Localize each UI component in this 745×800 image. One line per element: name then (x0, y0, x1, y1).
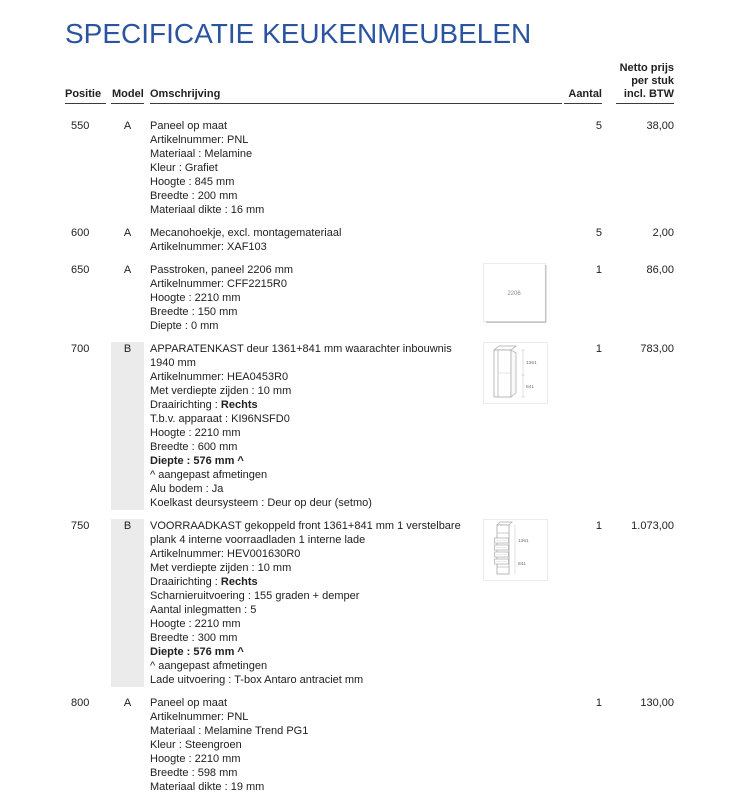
positie-cell: 700 (71, 343, 90, 355)
description (150, 226, 562, 254)
description-line: Hoogte : 845 mm (150, 176, 235, 188)
spec-row (65, 519, 745, 687)
description-line: Artikelnummer: HEA0453R0 (150, 371, 289, 383)
model-col (111, 519, 144, 687)
description-line: Materiaal dikte : 16 mm (150, 204, 265, 216)
description-line: Scharnieruitvoering : 155 graden + demper (150, 590, 360, 602)
description-line: Artikelnummer: CFF2215R0 (150, 278, 287, 290)
model-col (111, 119, 144, 217)
description-line: Artikelnummer: PNL (150, 134, 249, 146)
description-line: Diepte : 0 mm (150, 320, 219, 332)
model-cell: B (123, 343, 132, 355)
dimension-label: 841 (518, 562, 527, 567)
description-line: Passtroken, paneel 2206 mm (150, 264, 294, 276)
header-netto-prijs (616, 62, 674, 104)
price-cell: 2,00 (652, 227, 674, 239)
description-line: Artikelnummer: HEV001630R0 (150, 548, 301, 560)
positie-cell: 800 (71, 697, 90, 709)
description-line: Alu bodem : Ja (150, 483, 224, 495)
qty-cell: 1 (595, 343, 602, 355)
description-line: ^ aangepast afmetingen (150, 469, 268, 481)
qty-cell: 1 (595, 520, 602, 532)
description-line: T.b.v. apparaat : KI96NSFD0 (150, 413, 290, 425)
price-cell: 38,00 (646, 120, 674, 132)
qty-cell: 5 (595, 120, 602, 132)
description-cell (150, 226, 562, 254)
description-line: Materiaal : Melamine Trend PG1 (150, 725, 309, 737)
model-col (111, 342, 144, 510)
price-cell: 1.073,00 (631, 520, 674, 532)
description-cell (150, 519, 562, 687)
description-line: Diepte : 576 mm ^ (150, 646, 244, 658)
qty-cell: 1 (595, 264, 602, 276)
description-line: Lade uitvoering : T-box Antaro antraciet mm (150, 674, 364, 686)
table-header (65, 62, 745, 104)
price-cell: 783,00 (640, 343, 674, 355)
description-line: APPARATENKAST deur 1361+841 mm waarachter inbouwnis (150, 343, 452, 355)
description-line: ^ aangepast afmetingen (150, 660, 268, 672)
description-line: Breedte : 598 mm (150, 767, 238, 779)
description-line: Koelkast deursysteem : Deur op deur (setmo) (150, 497, 372, 509)
description-line: Kleur : Steengroen (150, 739, 242, 751)
positie-cell: 600 (71, 227, 90, 239)
page-title: SPECIFICATIE KEUKENMEUBELEN (65, 18, 532, 49)
dimension-label: 1361 (526, 361, 537, 366)
header-positie: Positie (65, 88, 106, 104)
spec-row (65, 263, 745, 333)
spec-row (65, 342, 745, 510)
description-line: Materiaal : Melamine (150, 148, 253, 160)
description-line: Breedte : 200 mm (150, 190, 238, 202)
model-cell: A (123, 264, 132, 276)
description-line: Met verdiepte zijden : 10 mm (150, 562, 292, 574)
description-line: Paneel op maat (150, 120, 228, 132)
header-omschrijving: Omschrijving (150, 88, 562, 104)
price-cell: 86,00 (646, 264, 674, 276)
dimension-label: 2206 (507, 291, 521, 297)
description-cell (150, 342, 562, 510)
positie-cell: 750 (71, 520, 90, 532)
spec-row (65, 696, 745, 794)
header-model: Model (111, 88, 144, 104)
dimension-label: 841 (526, 385, 535, 390)
dimension-label: 1361 (518, 539, 529, 544)
description (150, 696, 562, 794)
description-line: Mecanohoekje, excl. montagemateriaal (150, 227, 342, 239)
spec-row (65, 119, 745, 217)
model-col (111, 226, 144, 254)
model-col (111, 263, 144, 333)
description-line: Artikelnummer: XAF103 (150, 241, 267, 253)
description-cell (150, 696, 562, 794)
product-thumbnail (483, 342, 548, 404)
positie-cell: 650 (71, 264, 90, 276)
description-line: Paneel op maat (150, 697, 228, 709)
positie-cell: 550 (71, 120, 90, 132)
description-line: Breedte : 600 mm (150, 441, 238, 453)
description-line: plank 4 interne voorraadladen 1 interne lade (150, 534, 366, 546)
header-netto-prijs-line1: Netto prijs (619, 62, 674, 74)
description-line: Breedte : 150 mm (150, 306, 238, 318)
qty-cell: 5 (595, 227, 602, 239)
description-line-bold-text: Rechts (220, 576, 258, 588)
header-aantal: Aantal (564, 88, 602, 104)
description-line: Artikelnummer: PNL (150, 711, 249, 723)
description-line: Diepte : 576 mm ^ (150, 455, 244, 467)
qty-cell: 1 (595, 697, 602, 709)
description-line: Breedte : 300 mm (150, 632, 238, 644)
description-line: Hoogte : 2210 mm (150, 618, 241, 630)
description-line: Hoogte : 2210 mm (150, 292, 241, 304)
table-body (65, 119, 745, 794)
model-cell: A (123, 697, 132, 709)
model-cell: A (123, 227, 132, 239)
description-line: 1940 mm (150, 357, 196, 369)
model-cell: B (123, 520, 132, 532)
model-cell: A (123, 120, 132, 132)
description-line: Hoogte : 2210 mm (150, 427, 241, 439)
description-line-bold-text: Rechts (220, 399, 258, 411)
description-line: VOORRAADKAST gekoppeld front 1361+841 mm 1 verstelbare (150, 520, 461, 532)
description (150, 119, 562, 217)
description-line: Kleur : Grafiet (150, 162, 218, 174)
model-col (111, 696, 144, 794)
description-cell (150, 263, 562, 333)
description-cell (150, 119, 562, 217)
product-thumbnail (483, 519, 548, 581)
price-cell: 130,00 (640, 697, 674, 709)
header-netto-prijs-line2: per stuk (631, 75, 674, 87)
description-line: Hoogte : 2210 mm (150, 753, 241, 765)
description-line: Aantal inlegmatten : 5 (150, 604, 257, 616)
description-line-text: Draairichting : (150, 399, 221, 411)
description-line: Materiaal dikte : 19 mm (150, 781, 265, 793)
description-line: Met verdiepte zijden : 10 mm (150, 385, 292, 397)
product-thumbnail (483, 263, 548, 325)
header-netto-prijs-line3: incl. BTW (623, 88, 674, 100)
description-line-text: Draairichting : (150, 576, 221, 588)
spec-row (65, 226, 745, 254)
